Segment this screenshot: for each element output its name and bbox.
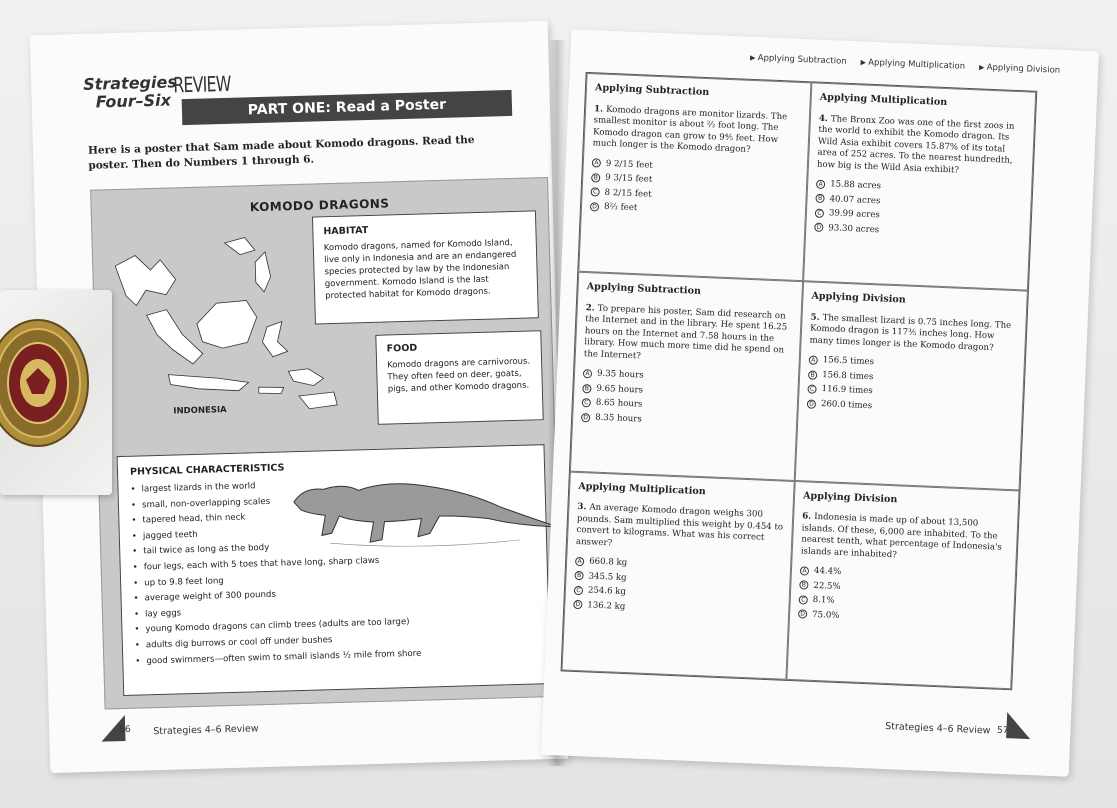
answer-text: 136.2 kg bbox=[587, 600, 626, 612]
answer-bubble-icon: B bbox=[815, 194, 824, 203]
indonesia-label: INDONESIA bbox=[173, 405, 227, 417]
question-cell bbox=[562, 471, 795, 680]
answer-text: 44.4% bbox=[813, 566, 842, 578]
nav-applying-multiplication: ▶ Applying Multiplication bbox=[860, 57, 965, 71]
strategies-title bbox=[83, 73, 178, 112]
question-text bbox=[801, 512, 1010, 567]
skill-nav bbox=[750, 53, 1060, 76]
question-body: Indonesia is made up of about 13,500 islands. Of these, 6,000 are inhabited. To the nearest tenth, what percentage of Indonesia's islands are inhabited? bbox=[800, 512, 1002, 561]
food-heading: FOOD bbox=[386, 342, 418, 355]
review-word: REVIEW bbox=[172, 71, 231, 98]
answer-text: 116.9 times bbox=[821, 384, 873, 397]
answer-bubble-icon: D bbox=[581, 413, 590, 422]
answer-text: 15.88 acres bbox=[829, 179, 882, 192]
answer-text: 9 3/15 feet bbox=[605, 172, 653, 185]
indonesia-map bbox=[104, 220, 339, 426]
answer-text: 254.6 kg bbox=[587, 585, 627, 598]
list-item: • young Komodo dragons can climb trees (adults are too large) bbox=[134, 612, 536, 639]
answer-text: 156.8 times bbox=[821, 369, 874, 383]
answer-text: 660.8 kg bbox=[588, 556, 628, 569]
answer-bubble-icon: C bbox=[590, 187, 599, 196]
answer-bubble-icon: B bbox=[799, 581, 808, 590]
answer-text: 9 2/15 feet bbox=[605, 158, 654, 171]
cell-heading: Applying Division bbox=[811, 290, 906, 306]
answer-bubble-icon: A bbox=[592, 158, 601, 167]
answer-text: 40.07 acres bbox=[829, 193, 881, 206]
answer-text: 8.1% bbox=[812, 595, 835, 606]
answer-bubble-icon: A bbox=[816, 179, 825, 188]
list-item: • up to 9.8 feet long bbox=[133, 565, 535, 592]
answer-text: 22.5% bbox=[813, 580, 841, 592]
question-text bbox=[576, 502, 785, 557]
list-item: • tapered head, thin neck bbox=[131, 503, 533, 530]
answer-text: 8 2/15 feet bbox=[604, 187, 652, 200]
question-text bbox=[584, 303, 793, 369]
question-number: 2. bbox=[585, 302, 595, 314]
question-grid bbox=[561, 72, 1038, 690]
right-page bbox=[541, 29, 1099, 776]
nav-applying-subtraction: ▶ Applying Subtraction bbox=[750, 53, 847, 67]
question-number: 1. bbox=[593, 103, 604, 115]
answer-bubble-icon: B bbox=[591, 173, 600, 182]
page-number-left: 56 bbox=[119, 724, 131, 736]
question-body: The smallest lizard is 0.75 inches long. The Komodo dragon is 117⅗ inches long. How many times longer is the Komodo dragon? bbox=[809, 312, 1012, 354]
physical-characteristics-box bbox=[117, 444, 552, 696]
answer-text: 9.65 hours bbox=[596, 383, 644, 396]
question-body: To prepare his poster, Sam did research on the Internet and in the library. He spent 16.25 hours on the Internet and 7.58 hours in the library. How much more time did he spend on the Internet? bbox=[583, 303, 788, 362]
list-item: • jagged teeth bbox=[132, 518, 534, 545]
cell-heading: Applying Multiplication bbox=[578, 480, 707, 497]
list-item: • good swimmers—often swim to small islands ½ mile from shore bbox=[135, 643, 537, 670]
habitat-heading: HABITAT bbox=[323, 225, 369, 238]
question-text bbox=[809, 312, 1017, 355]
food-text: Komodo dragons are carnivorous. They often feed on deer, goats, pigs, and other Komodo dragons. bbox=[387, 356, 531, 395]
answer-bubble-icon: A bbox=[809, 356, 818, 365]
question-number: 4. bbox=[818, 113, 829, 124]
answer-text: 8⅔ feet bbox=[603, 201, 638, 214]
part-one-banner: PART ONE: Read a Poster bbox=[182, 90, 513, 125]
answer-text: 9.35 hours bbox=[596, 368, 644, 381]
habitat-box bbox=[312, 210, 539, 324]
question-cell bbox=[578, 73, 811, 282]
answer-bubble-icon: C bbox=[807, 385, 816, 394]
food-box bbox=[375, 330, 543, 425]
answer-bubble-icon: D bbox=[814, 223, 823, 232]
answer-bubble-icon: B bbox=[574, 571, 583, 580]
answer-bubble-icon: A bbox=[575, 557, 584, 566]
cell-heading: Applying Subtraction bbox=[586, 281, 702, 298]
poster-title: KOMODO DRAGONS bbox=[249, 196, 390, 215]
question-number: 5. bbox=[810, 312, 820, 323]
cell-heading: Applying Division bbox=[802, 490, 898, 505]
answer-bubble-icon: C bbox=[582, 398, 591, 407]
list-item: • lay eggs bbox=[134, 596, 536, 623]
answer-bubble-icon: B bbox=[808, 370, 817, 379]
list-item: • tail twice as long as the body bbox=[132, 534, 534, 561]
question-text bbox=[592, 104, 801, 159]
question-body: Komodo dragons are monitor lizards. The smallest monitor is about ⅔ foot long. The Komodo dragon can grow to 9⅘ feet. How much longer is the Komodo dragon? bbox=[592, 104, 788, 155]
four-six-word: Four–Six bbox=[95, 90, 172, 112]
question-body: The Bronx Zoo was one of the first zoos in the world to exhibit the Komodo dragon. Its Wild Asia exhibit covers 15.87% of its total area of 252 acres. To the nearest hundredth, how big is the Wild Asia exhibit? bbox=[816, 113, 1015, 176]
answer-text: 260.0 times bbox=[820, 398, 873, 412]
question-number: 3. bbox=[577, 502, 587, 513]
question-cell bbox=[570, 272, 803, 481]
list-item: • adults dig burrows or cool off under bushes bbox=[135, 627, 537, 654]
answer-text: 93.30 acres bbox=[828, 222, 880, 235]
intro-text: Here is a poster that Sam made about Komodo dragons. Read the poster. Then do Numbers 1 through 6. bbox=[87, 134, 475, 172]
answer-bubble-icon: C bbox=[815, 208, 824, 217]
answer-bubble-icon: C bbox=[799, 595, 808, 604]
answer-bubble-icon: D bbox=[798, 610, 807, 619]
answer-text: 156.5 times bbox=[822, 355, 875, 368]
challenge-coin bbox=[0, 318, 90, 448]
answer-bubble-icon: D bbox=[590, 202, 599, 211]
footer-left: Strategies 4–6 Review bbox=[153, 723, 259, 738]
list-item: • small, non-overlapping scales bbox=[131, 487, 533, 514]
physical-heading: PHYSICAL CHARACTERISTICS bbox=[129, 462, 285, 478]
komodo-dragon-illustration bbox=[288, 455, 560, 553]
answer-bubble-icon: C bbox=[574, 586, 583, 595]
question-text bbox=[817, 113, 1026, 179]
list-item: • largest lizards in the world bbox=[130, 472, 532, 499]
list-item: • four legs, each with 5 toes that have long, sharp claws bbox=[133, 549, 535, 576]
answer-text: 75.0% bbox=[811, 609, 840, 621]
question-cell bbox=[786, 481, 1019, 690]
answer-bubble-icon: A bbox=[583, 369, 592, 378]
answer-text: 8.65 hours bbox=[595, 397, 643, 410]
question-cell bbox=[803, 82, 1036, 291]
nav-applying-division: ▶ Applying Division bbox=[979, 62, 1060, 75]
question-body: An average Komodo dragon weighs 300 pounds. Sam multiplied this weight by 0.454 to convert to kilograms. What was his correct answer? bbox=[575, 502, 784, 549]
cell-heading: Applying Multiplication bbox=[819, 91, 948, 109]
list-item: • average weight of 300 pounds bbox=[133, 581, 535, 608]
question-cell bbox=[795, 282, 1028, 491]
habitat-text: Komodo dragons, named for Komodo Island, live only in Indonesia and are an endangered species protected by law by the Indonesian government. Komodo Island is the last protected habitat for Komodo dragons. bbox=[323, 237, 517, 302]
cell-heading: Applying Subtraction bbox=[594, 82, 710, 99]
answer-bubble-icon: A bbox=[800, 566, 809, 575]
answer-bubble-icon: D bbox=[573, 600, 582, 609]
footer-right: Strategies 4–6 Review bbox=[884, 721, 991, 737]
answer-text: 345.5 kg bbox=[588, 571, 627, 583]
answer-text: 8.35 hours bbox=[594, 412, 643, 425]
strategies-word: Strategies bbox=[82, 72, 178, 94]
page-number-right: 57 bbox=[996, 725, 1009, 737]
question-number: 6. bbox=[802, 511, 812, 522]
answer-text: 39.99 acres bbox=[828, 208, 880, 221]
answer-bubble-icon: D bbox=[807, 399, 816, 408]
page-corner-triangle bbox=[1006, 712, 1031, 739]
answer-bubble-icon: B bbox=[582, 384, 591, 393]
komodo-poster bbox=[90, 177, 562, 710]
